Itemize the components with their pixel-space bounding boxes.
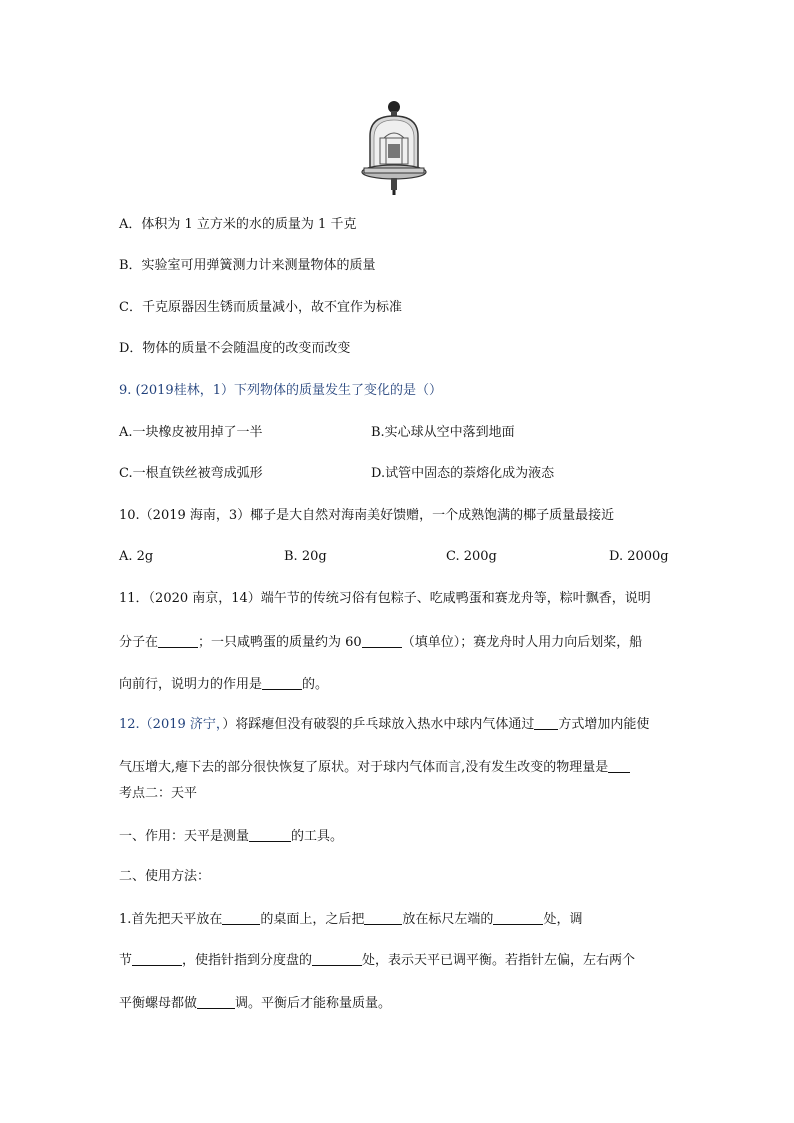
q11-text-c: （填单位）；赛龙舟时人用力向后划桨，船	[401, 635, 643, 650]
usage-text-g: 处，表示天平已调平衡。若指针左偏，左右两个	[362, 953, 636, 968]
q9-option-b: B.实心球从空中落到地面	[371, 425, 515, 440]
purpose-text-a: 一、作用：天平是测量	[119, 829, 250, 844]
question-11-line-1: 11．（2020 南京，14）端午节的传统习俗有包粽子、吃咸鸭蛋和赛龙舟等，粽叶飘香，说明	[119, 591, 651, 606]
usage-text-d: 处，调	[543, 912, 583, 927]
q11-text-b: ；一只咸鸭蛋的质量约为 60	[198, 635, 362, 650]
question-11-line-3	[119, 676, 328, 693]
q9-option-a: A.一块橡皮被用掉了一半	[119, 425, 263, 440]
question-11-line-2	[119, 634, 642, 651]
usage-heading: 二、使用方法：	[119, 869, 211, 884]
answer-blank[interactable]	[222, 911, 260, 925]
usage-text-a: 1.首先把天平放在	[119, 912, 223, 927]
q12-text-c: 气压增大,瘪下去的部分很快恢复了原状。对于球内气体而言,没有发生改变的物理量是	[119, 760, 609, 775]
kilogram-cylinder	[388, 144, 400, 158]
usage-text-f: ，使指针指到分度盘的	[182, 953, 313, 968]
q10-option-b: B. 20g	[284, 549, 327, 564]
q9-option-c: C.一根直铁丝被弯成弧形	[119, 466, 263, 481]
usage-text-e: 节	[119, 953, 133, 968]
section-title: 考点二：天平	[119, 786, 198, 801]
usage-text-c: 放在标尺左端的	[402, 912, 494, 927]
answer-blank[interactable]	[132, 952, 182, 966]
answer-blank[interactable]	[312, 952, 362, 966]
answer-blank[interactable]	[262, 676, 302, 690]
q10-option-c: C. 200g	[446, 549, 497, 564]
q12-source: 12.（2019 济宁，	[119, 717, 223, 732]
usage-text-b: 的桌面上，之后把	[260, 912, 365, 927]
purpose-text-b: 的工具。	[291, 829, 344, 844]
answer-blank[interactable]	[158, 634, 198, 648]
question-12-line-2	[119, 759, 630, 776]
usage-line-1	[119, 911, 582, 928]
usage-text-h: 平衡螺母都做	[119, 996, 198, 1011]
q11-text-a: 分子在	[119, 635, 159, 650]
answer-blank[interactable]	[364, 911, 402, 925]
answer-blank[interactable]	[493, 911, 543, 925]
kilogram-prototype-figure	[358, 98, 430, 196]
option-a: A．体积为 1 立方米的水的质量为 1 千克	[119, 217, 357, 232]
q10-option-d: D. 2000g	[609, 549, 669, 564]
answer-blank[interactable]	[249, 828, 291, 842]
answer-blank[interactable]	[608, 759, 630, 773]
option-c: C．千克原器因生锈而质量减小，故不宜作为标准	[119, 300, 402, 315]
q12-text-b: 方式增加内能使	[558, 717, 650, 732]
q12-text-a: ）将踩瘪但没有破裂的乒乓球放入热水中球内气体通过	[222, 717, 535, 732]
question-9-stem: 9. (2019桂林，1）下列物体的质量发生了变化的是（）	[119, 383, 442, 398]
answer-blank[interactable]	[362, 634, 402, 648]
balance-purpose-line	[119, 828, 343, 845]
q11-text-d: 向前行，说明力的作用是	[119, 677, 263, 692]
q10-option-a: A. 2g	[119, 549, 154, 564]
usage-line-3	[119, 995, 391, 1012]
answer-blank[interactable]	[534, 716, 558, 730]
usage-text-i: 调。平衡后才能称量质量。	[235, 996, 392, 1011]
option-b: B．实验室可用弹簧测力计来测量物体的质量	[119, 258, 376, 273]
q11-text-e: 的。	[302, 677, 329, 692]
option-d: D．物体的质量不会随温度的改变而改变	[119, 341, 351, 356]
q9-option-d: D.试管中固态的萘熔化成为液态	[371, 466, 555, 481]
question-12-line-1	[119, 716, 649, 733]
question-10-stem: 10.（2019 海南，3）椰子是大自然对海南美好馈赠，一个成熟饱满的椰子质量最接近	[119, 508, 615, 523]
answer-blank[interactable]	[197, 995, 235, 1009]
usage-line-2	[119, 952, 635, 969]
